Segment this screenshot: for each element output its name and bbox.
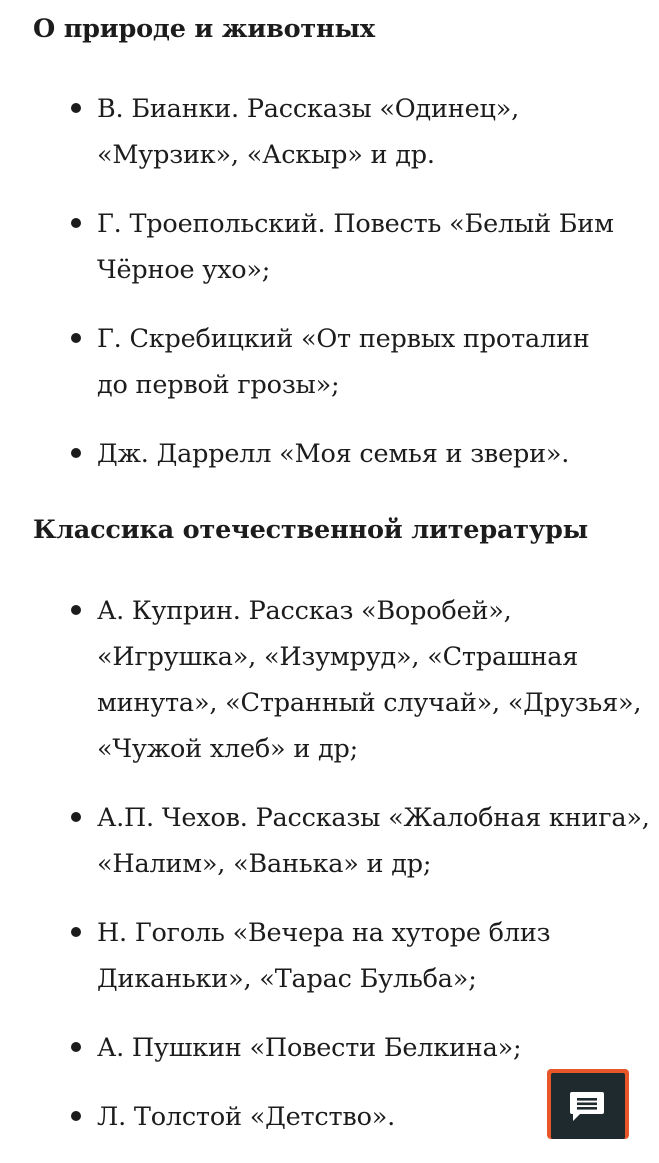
list-item (33, 588, 642, 772)
section-title-classics: Классика отечественной литературы (33, 515, 588, 545)
list-item-line: А.П. Чехов. Рассказы «Жалобная книга», (97, 803, 650, 833)
list-item-line: минута», «Странный случай», «Друзья», (97, 688, 642, 718)
chat-icon (568, 1090, 606, 1124)
list-item-line: Г. Троепольский. Повесть «Белый Бим (97, 209, 614, 239)
list-item-line: Диканьки», «Тарас Бульба»; (97, 964, 477, 994)
list-item-line: Чёрное ухо»; (97, 255, 271, 285)
list-item (33, 201, 633, 293)
chat-button-face[interactable] (551, 1073, 625, 1139)
book-list-classics (33, 588, 650, 1140)
list-item (33, 86, 633, 178)
list-item-line: Г. Скребицкий «От первых проталин (97, 324, 590, 354)
list-item-line: Дж. Даррелл «Моя семья и звери». (97, 439, 570, 469)
list-item-line: В. Бианки. Рассказы «Одинец», (97, 94, 519, 124)
list-item-line: А. Пушкин «Повести Белкина»; (97, 1033, 522, 1063)
list-item-line: «Налим», «Ванька» и др; (97, 849, 432, 879)
list-item-line: «Мурзик», «Аскыр» и др. (97, 140, 435, 170)
list-item (33, 795, 650, 887)
list-item (33, 316, 633, 408)
list-item-line: до первой грозы»; (97, 370, 340, 400)
list-item-line: А. Куприн. Рассказ «Воробей», (97, 596, 512, 626)
list-item (33, 910, 633, 1002)
list-item-line: Н. Гоголь «Вечера на хуторе близ (97, 918, 551, 948)
article-content (33, 0, 650, 1163)
section-title-nature: О природе и животных (33, 14, 375, 44)
list-item-line: Л. Толстой «Детство». (97, 1102, 396, 1132)
list-item (33, 1025, 633, 1071)
book-list-nature (33, 86, 633, 477)
list-item-line: «Чужой хлеб» и др; (97, 734, 359, 764)
list-item (33, 1094, 633, 1140)
list-item (33, 431, 633, 477)
list-item-line: «Игрушка», «Изумруд», «Страшная (97, 642, 579, 672)
chat-button[interactable] (547, 1069, 629, 1139)
